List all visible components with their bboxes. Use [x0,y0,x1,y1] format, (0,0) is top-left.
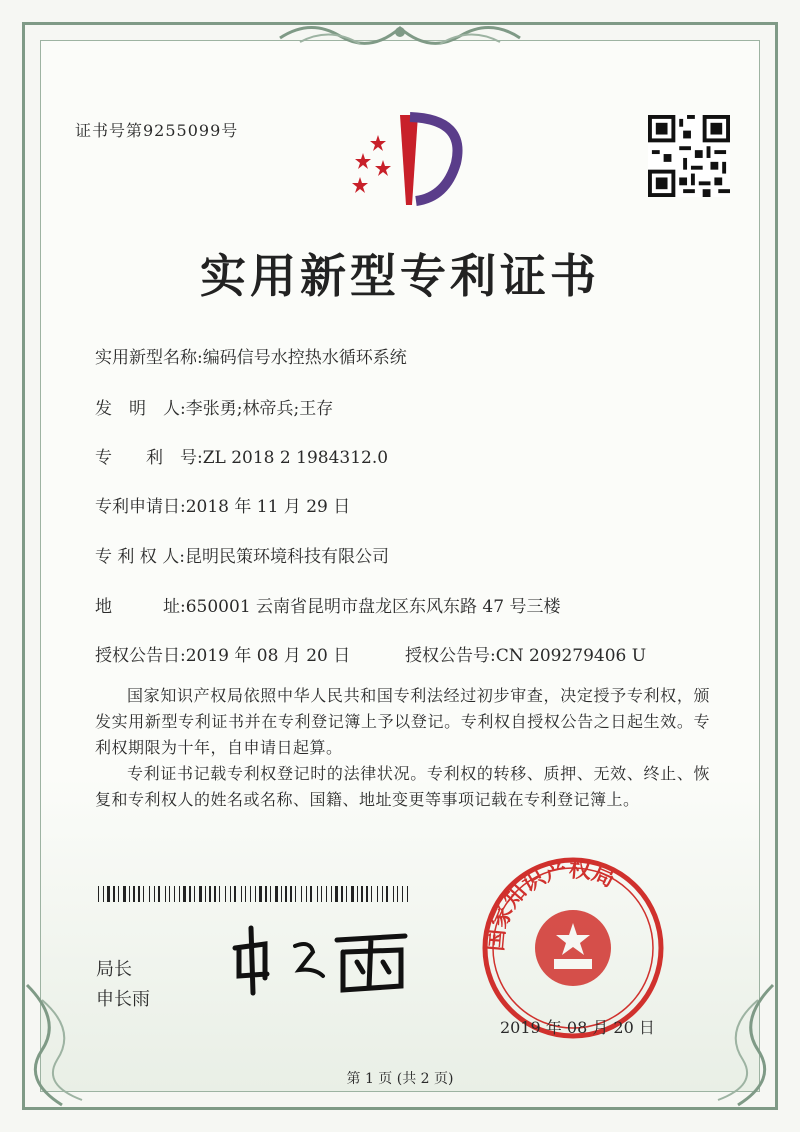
field-patentee [95,542,389,567]
field-label: 授权公告号: [405,646,496,666]
field-value: 编码信号水控热水循环系统 [202,348,407,368]
qr-code-icon [648,115,730,197]
field-value: CN 209279406 U [495,646,647,666]
field-label: 专 利 权 人: [95,547,185,567]
certificate-number: 证书号第9255099号 [75,121,239,140]
field-value: 650001 云南省昆明市盘龙区东风东路 47 号三楼 [185,597,561,617]
paragraph-grant-statement: 国家知识产权局依照中华人民共和国专利法经过初步审查，决定授予专利权，颁发实用新型专利证书并在专利登记簿上予以登记。专利权自授权公告之日起生效。专利权期限为十年，自申请日起算。 [95,686,710,757]
field-value: 2018 年 11 月 29 日 [185,497,351,517]
field-label: 发 明 人: [95,399,186,419]
field-label: 专利申请日: [95,497,186,517]
field-inventors [95,394,333,419]
page-number: 第 1 页 (共 2 页) [346,1071,454,1087]
seal-date: 2019 年 08 月 20 日 [500,1018,655,1037]
cnipa-logo-icon [338,105,468,215]
field-value: 2019 年 08 月 20 日 [185,646,351,666]
field-label: 地 址: [95,597,186,617]
barcode-icon [98,886,410,902]
field-announcement-number [405,641,646,666]
paragraph-legal-status: 专利证书记载专利权登记时的法律状况。专利权的转移、质押、无效、终止、恢复和专利权人的姓名或名称、国籍、地址变更等事项记载在专利登记簿上。 [95,764,710,809]
page-title: 实用新型专利证书 [200,249,600,303]
field-label: 授权公告日: [95,646,186,666]
field-announcement-date [95,641,350,666]
field-label: 专 利 号: [95,448,203,468]
top-ornament-icon [270,18,530,58]
field-label: 实用新型名称: [95,348,203,368]
official-title: 局长 [96,959,132,980]
field-address [95,592,560,617]
field-value: 昆明民策环境科技有限公司 [184,547,389,567]
field-patent-number [95,443,388,468]
field-value: 李张勇;林帝兵;王存 [185,399,334,419]
seal-text: 国家知识产权局 [482,856,619,953]
field-filing-date [95,492,350,517]
signature [225,918,415,998]
field-utility-model-name [95,343,407,368]
official-name: 申长雨 [96,989,150,1010]
field-value: ZL 2018 2 1984312.0 [202,448,389,468]
corner-ornament-bottom-right-icon [688,980,778,1110]
